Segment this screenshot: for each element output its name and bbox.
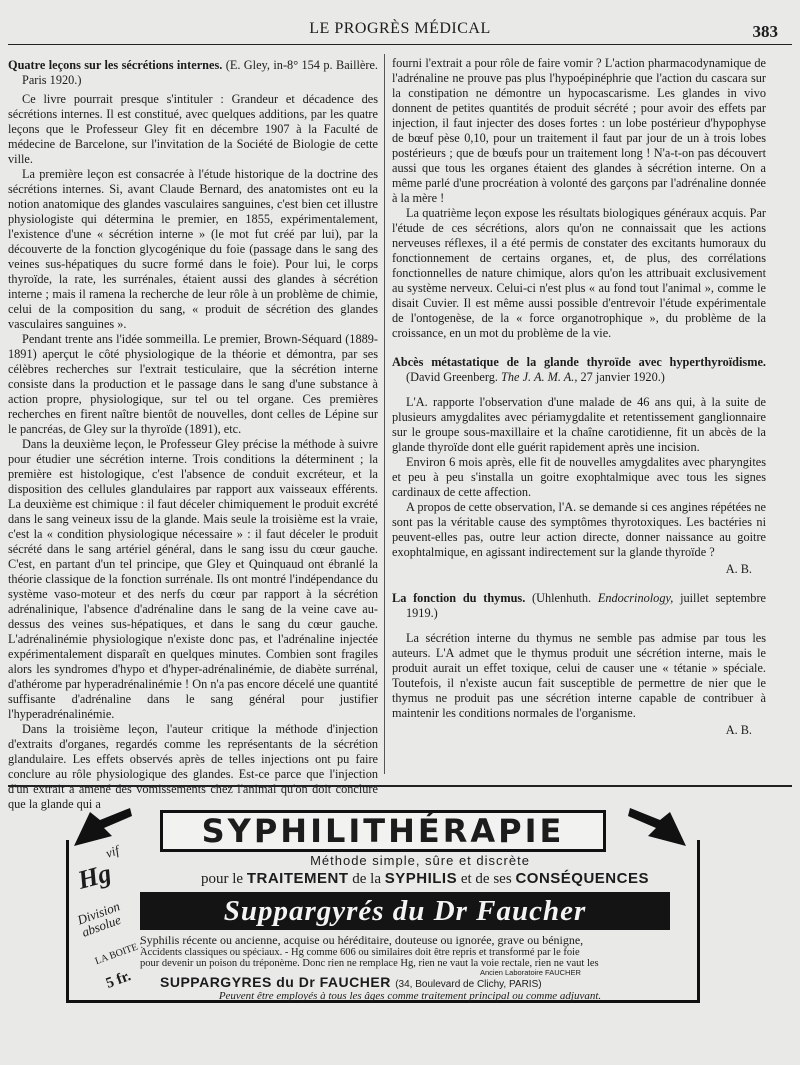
ad-side-vif: vif — [103, 842, 121, 861]
ad-brand: SUPPARGYRES du Dr FAUCHER — [160, 974, 391, 990]
ad-lab: Ancien Laboratoire FAUCHER — [480, 968, 581, 977]
ad-text-line: pour devenir un poison du tréponème. Donc rien ne remplace Hg, rien ne vaut la voie rectale, rien ne vaut les — [140, 958, 599, 969]
advertisement — [60, 800, 700, 1005]
spacer — [392, 341, 766, 355]
paragraph: Dans la deuxième leçon, le Professeur Gley précise la méthode à suivre pour étudier une sécrétion interne. Trois conditions la déterminent ; la première est histologique, c'est l'absence de conduit excréteur, et la disposition des cellules glandulaires par rapport aux vaisseaux efférents. La deuxième est chimique : il faut déceler chimiquement le produit excrété dans le sang veineux issu de la glande. Mais seule la troisième est la vraie, c'est la « condition physiologique nécessaire » : il faut déceler le produit sécrété dans le sang artériel général, dans le sang issu du cœur gauche. C'est, en partant d'un tel principe, que Gley et Quinquaud ont ébranlé la théorie classique de la fonction surrénale. Ils ont montré l'indépendance du système vaso-moteur et des nerfs du cœur par rapport à la sécrétion adrénalinique, l'absence d'adrénaline dans le sang de la veine cave au-dessus des veines sus-hépatiques, et dans le sang du cœur gauche. L'adrénalinémie physiologique n'existe donc pas, et l'adrénaline injectée expérimentalement disparaît en quelques minutes. Combien sont fragiles alors les syndromes d'hypo et d'hyper-adrénalinémie, de diabète surrénal, d'athérome par hyperadrénalinémie ! On n'a pas encore décelé une quantité suffisante d'adrénaline dans le sang général pour justifier l'hyperadrénalinémie. — [8, 437, 378, 721]
page-number: 383 — [752, 22, 778, 41]
paragraph: Environ 6 mois après, elle fit de nouvelles amygdalites avec pharyngites et peu à peu s'installa un goitre exophtalmique avec tous les signes cardinaux de cette affection. — [392, 455, 766, 499]
ad-tagline-part: pour le — [201, 871, 244, 887]
paragraph: La sécrétion interne du thymus ne semble pas admise par tous les auteurs. L'A admet que le thymus produit une sécrétion interne, mais le produit aurait un effet toxique, celui de causer une « tétanie » spéciale. Toutefois, il n'existe aucun fait susceptible de permettre de nier que le thymus ne produit pas une sécrétion interne capable de contribuer à maintenir les conditions normales de l'organisme. — [392, 631, 766, 720]
paragraph: fourni l'extrait a pour rôle de faire vomir ? L'action pharmacodynamique de l'adrénaline ne prouve pas plus l'hypoépinéphrie que l'action du cascara sur la constipation ne démontre un hypocascarisme. Les glandes in vivo donnent de petites quantités de produit sécrété ; pour avoir des effets par injection, il faut injecter des doses fortes : un lobe postérieur d'hypophyse de bœuf pèse 0,10, pour un traitement il faut par jour de un à trois lobes postérieurs ; que de bœufs pour un traitement long ! N'a-t-on pas découvert aussi que tous les organes étaient des glandes à sécrétion interne. On a même parlé d'une procréation à volonté des garçons par l'adrénaline donnée à la mère ! — [392, 56, 766, 205]
ad-side-division: Division absolue — [75, 898, 123, 940]
paragraph: Pendant trente ans l'idée sommeilla. Le premier, Brown-Séquard (1889-1891) aperçut le côté physiologique de la théorie et démontra, par ses célèbres recherches sur l'extrait testiculaire, que la sécrétion interne consiste dans la production et le passage dans le sang d'une substance à action propre, physiologique, sur tel ou tel organe. Ces premières recherches en firent naître bientôt de nouvelles, dont celles de Lépine sur le pancréas, de Gley sur la thyroïde (1891), etc. — [8, 332, 378, 436]
paragraph: A propos de cette observation, l'A. se demande si ces angines répétées ne sont pas la véritable cause des symptômes thyrotoxiques. Les bactéries ni peuvent-elles pas, outre leur action directe, donner naissance au goitre exophtalmique, en agissant indirectement sur la glande thyroïde ? — [392, 500, 766, 559]
paragraph: La première leçon est consacrée à l'étude historique de la doctrine des sécrétions internes. Si, avant Claude Bernard, des anatomistes ont eu la notion anatomique des glandes vasculaires sanguines, c'est bien cet illustre physiologiste qui détermina le premier, en 1855, expérimentalement, l'existence d'une « sécrétion interne » (le mot fut créé par lui), par la découverte de la fonction glycogénique du foie (passage dans le sang des veines sus-hépatiques du sucre formé dans le foie). Pour lui, le corps thyroïde, la rate, les surrénales, étaient aussi des glandes à sécrétion interne ; mais il ramena la recherche de leur rôle à un problème de chimie, celui de la composition du sang, « produit de sécrétion des glandes vasculaires sanguines ». — [8, 167, 378, 331]
signature: A. B. — [725, 723, 752, 737]
article-title: Quatre leçons sur les sécrétions internes. — [8, 58, 223, 72]
ad-brand-line — [160, 974, 660, 990]
article-journal: The J. A. M. A., — [501, 370, 578, 384]
ad-title: SYPHILITHÉRAPIE — [160, 810, 606, 852]
article-journal: Endocrinology, — [597, 591, 674, 605]
paragraph: Dans la troisième leçon, l'auteur critique la méthode d'injection d'extraits d'organes, regardés comme les représentants de la sécrétion glandulaire. Les effets observés après de telles injections ont pu faire conclure au rôle physiologique des glandes. Est-ce parce que l'injection d'un extrait a amené des vomissements chez l'animal qu'on doit conclure que la glande qui a — [8, 722, 378, 811]
article-date: juillet septembre 1919.) — [406, 591, 767, 620]
arrow-right-icon — [620, 802, 690, 850]
signature: A. B. — [725, 562, 752, 576]
article-meta: (E. Gley, in-8° 154 p. Baillère. Paris 1920.) — [22, 58, 378, 87]
column-divider — [384, 54, 385, 774]
article-author: (Uhlenhuth. — [532, 591, 592, 605]
paragraph: L'A. rapporte l'observation d'une malade de 46 ans qui, à la suite de plusieurs amygdalites avec périamygdalite et retentissement ganglionnaire sur le groupe sous-maxillaire et la chaîne carotidienne, fit un abcès de la glande thyroïde dont elle guérit rapidement après une incision. — [392, 395, 766, 454]
left-column — [8, 58, 378, 812]
ad-tagline-part: SYPHILIS — [384, 870, 458, 887]
article-date: 27 janvier 1920.) — [580, 370, 665, 384]
paragraph: La quatrième leçon expose les résultats biologiques généraux acquis. Par l'étude de ces sécrétions, alors qu'on ne connaissait que les actions nerveuses réflexes, il a été permis de constater des excitants humoraux du fonctionnement de certains organes, et, de plus, des corrélations fonctionnelles de nature chimique, alors qu'on les attribuait exclusivement au système nerveux. Celui-ci n'est plus « au fond tout l'animal », comme le disait Cuvier. Il est même aussi possible d'entrevoir l'étude expérimentale de l'ontogenèse, de la « force organotrophique », du problème de la croissance, en un mot du problème de la vie. — [392, 206, 766, 340]
ad-tagline-part: et de ses — [460, 871, 512, 887]
ad-tagline — [140, 870, 710, 888]
ad-text-line: Syphilis récente ou ancienne, acquise ou héréditaire, douteuse ou ignorée, grave ou bénigne, — [140, 933, 584, 947]
ad-tagline-part: TRAITEMENT — [246, 870, 349, 887]
journal-title: LE PROGRÈS MÉDICAL — [309, 20, 491, 37]
ad-side-boite: LA BOITE : — [93, 939, 145, 968]
article-title: La fonction du thymus. — [392, 591, 526, 605]
ad-footer: Peuvent être employés à tous les âges comme traitement principal ou comme adjuvant. — [218, 990, 602, 1002]
right-column — [392, 56, 766, 752]
article-heading — [392, 355, 766, 385]
ad-text-line: Accidents classiques ou spéciaux. - Hg comme 606 ou similaires doit être repris et transformé par le foie — [140, 947, 580, 958]
ad-tagline-part: de la — [352, 871, 381, 887]
page-header — [8, 14, 792, 44]
article-heading — [8, 58, 378, 88]
article-heading — [392, 591, 766, 621]
ad-side-price: 5 fr. — [103, 968, 134, 992]
article-author: (David Greenberg. — [406, 370, 498, 384]
section-rule — [8, 785, 792, 787]
paragraph: Ce livre pourrait presque s'intituler : Grandeur et décadence des sécrétions internes. Il est constitué, avec quelques additions, par les quatre leçons que le Professeur Gley fit en décembre 1907 à la Faculté de médecine de Barcelone, sur l'invitation de la Société de Biologie de cette ville. — [8, 92, 378, 166]
header-rule — [8, 44, 792, 45]
ad-banner: Suppargyrés du Dr Faucher — [140, 892, 670, 930]
article-title: Abcès métastatique de la glande thyroïde avec hyperthyroïdisme. — [392, 355, 766, 369]
ad-subtitle: Méthode simple, sûre et discrète — [310, 853, 530, 868]
ad-side-hg: Hg — [74, 858, 115, 895]
ad-tagline-part: CONSÉQUENCES — [515, 870, 649, 887]
ad-address: (34, Boulevard de Clichy, PARIS) — [395, 979, 542, 990]
ad-side-stamp — [76, 840, 146, 1000]
